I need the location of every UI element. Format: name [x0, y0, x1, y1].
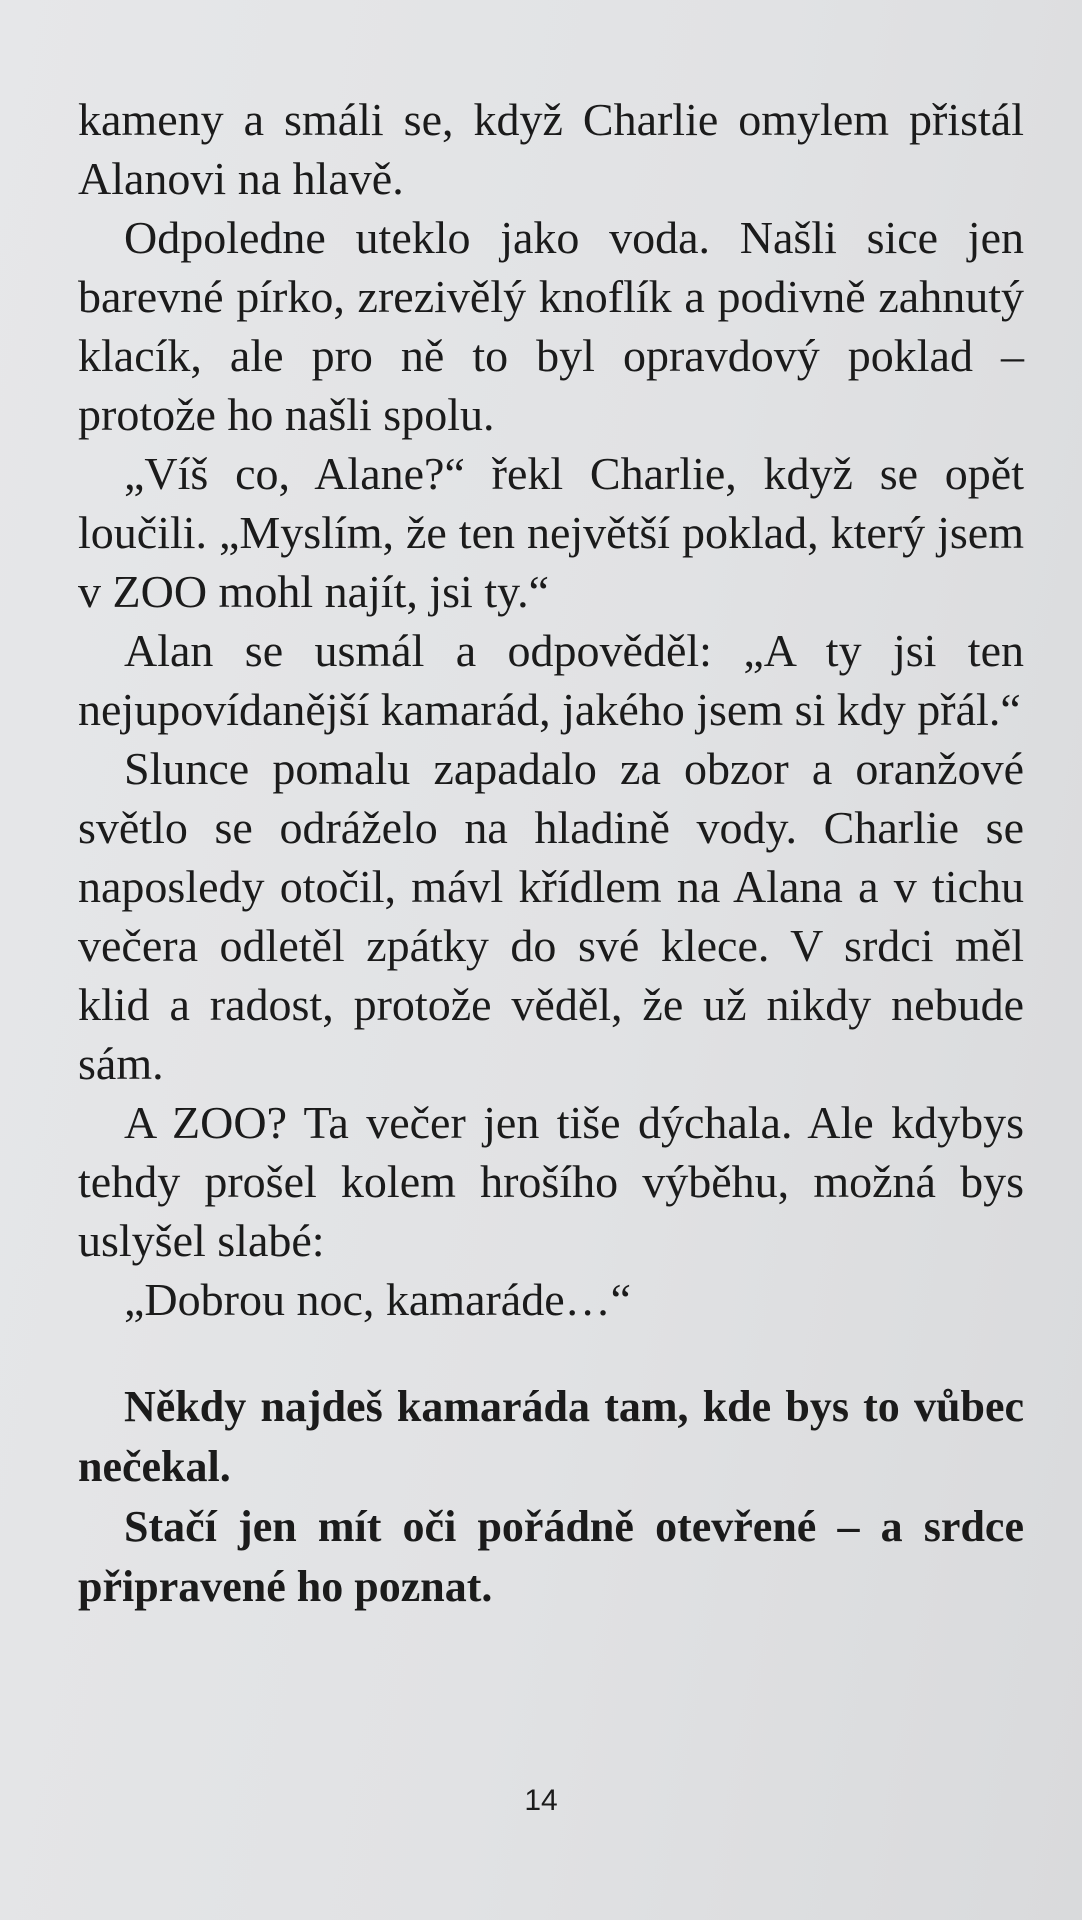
paragraph: „Víš co, Alane?“ řekl Charlie, když se opět loučili. „Myslím, že ten největší poklad, který jsem v ZOO mohl najít, jsi ty.“ — [78, 448, 1024, 617]
page-number: 14 — [524, 1784, 558, 1817]
moral-line: Někdy najdeš kamaráda tam, kde bys to vůbec nečekal. — [78, 1382, 1024, 1491]
page-text — [78, 90, 1024, 1617]
section-gap — [78, 1329, 1024, 1377]
paragraph: kameny a smáli se, když Charlie omylem přistál Alanovi na hlavě. — [78, 94, 1024, 204]
paragraph: A ZOO? Ta večer jen tiše dýchala. Ale kdybys tehdy prošel kolem hrošího výběhu, možná bys uslyšel slabé: — [78, 1097, 1024, 1266]
paragraph: Slunce pomalu zapadalo za obzor a oranžové světlo se odráželo na hladině vody. Charlie se naposledy otočil, mávl křídlem na Alana a v tichu večera odletěl zpátky do své klece. V srdci měl klid a radost, protože věděl, že už nikdy nebude sám. — [78, 743, 1024, 1089]
paragraph: Odpoledne uteklo jako voda. Našli sice jen barevné pírko, zrezivělý knoflík a podivně zahnutý klacík, ale pro ně to byl opravdový poklad – protože ho našli spolu. — [78, 212, 1024, 440]
paragraph: „Dobrou noc, kamaráde…“ — [124, 1274, 632, 1325]
paragraph: Alan se usmál a odpověděl: „A ty jsi ten nejupovídanější kamarád, jakého jsem si kdy přál.“ — [78, 625, 1024, 735]
moral-line: Stačí jen mít oči pořádně otevřené – a srdce připravené ho poznat. — [78, 1502, 1024, 1611]
